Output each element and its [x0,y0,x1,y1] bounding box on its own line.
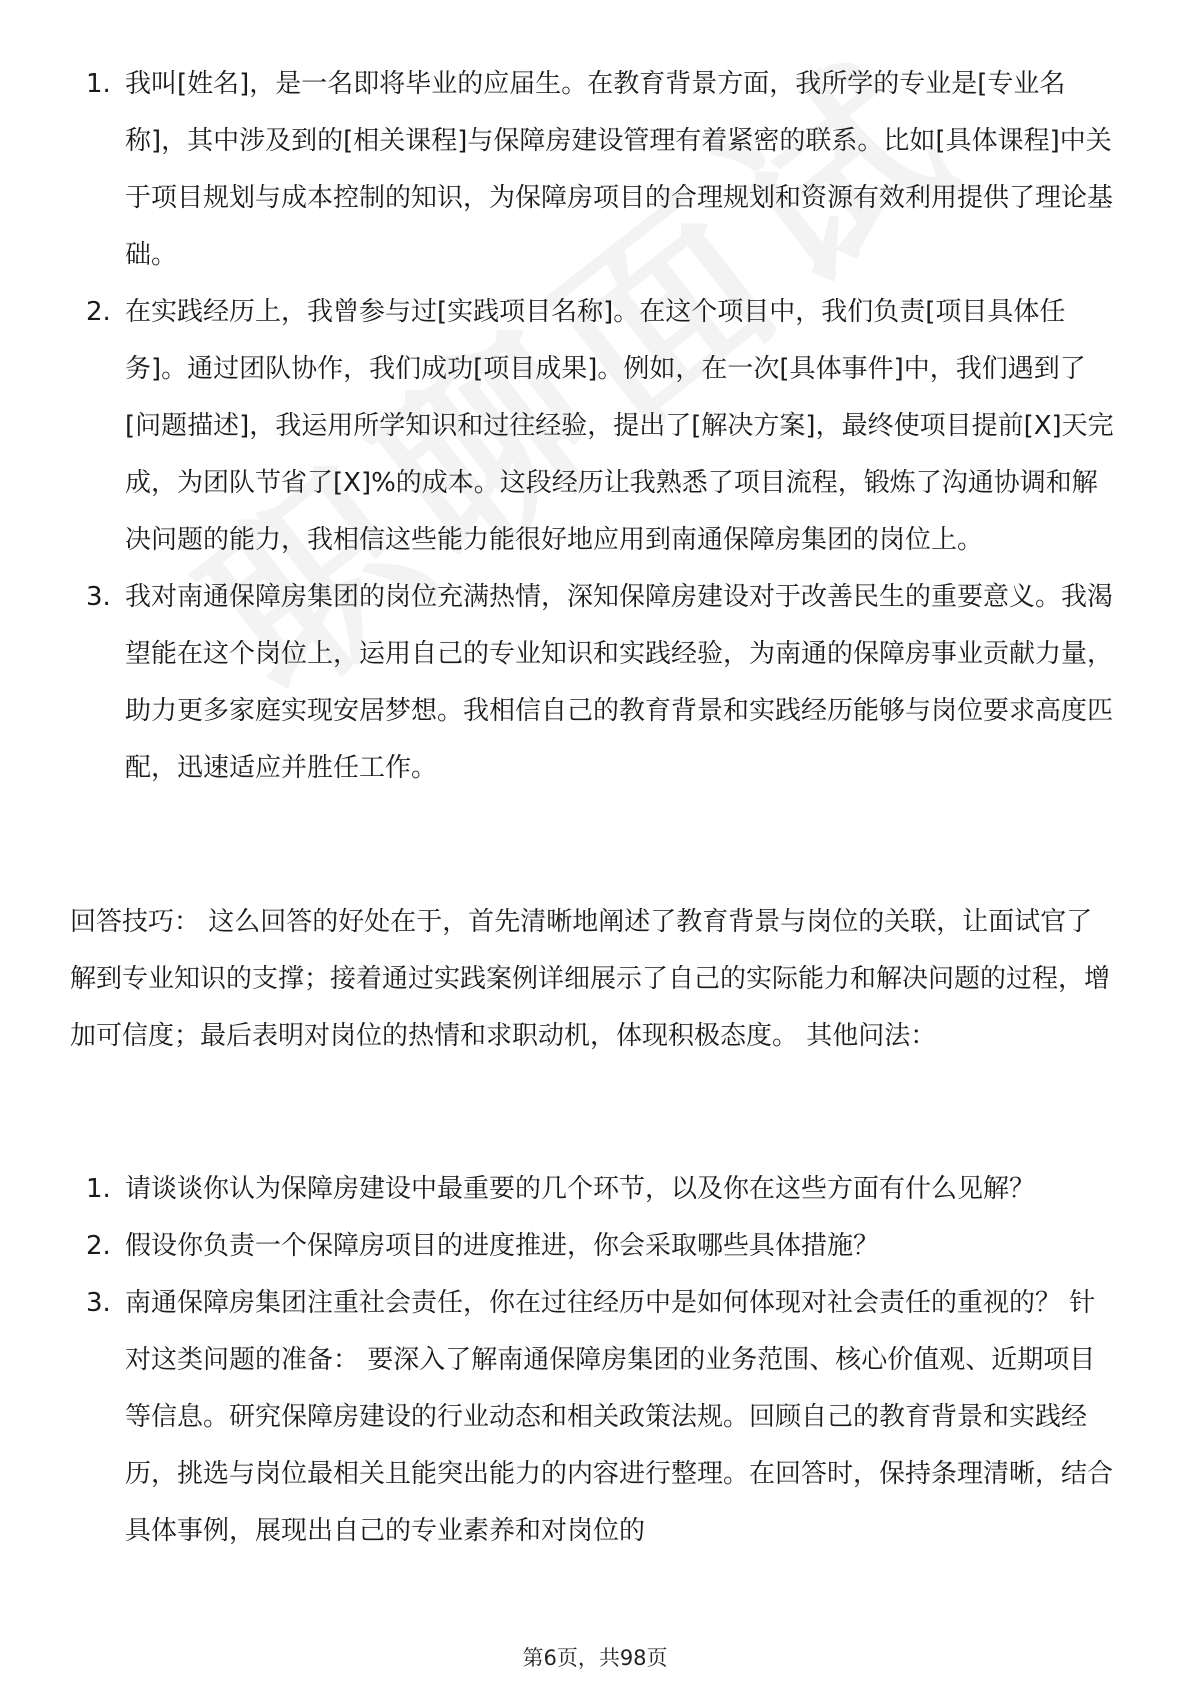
list-item-text: 南通保障房集团注重社会责任，你在过往经历中是如何体现对社会责任的重视的？ 针对这类问题的准备： 要深入了解南通保障房集团的业务范围、核心价值观、近期项目等信息。研究保障房建设的行业动态和相关政策法规。回顾自己的教育背景和实践经历，挑选与岗位最相关且能突出能力的内容进行整理。在回答时，保持条理清晰，结合具体事例，展现出自己的专业素养和对岗位的 [125,1288,1114,1546]
list-item-text: 在实践经历上，我曾参与过[实践项目名称]。在这个项目中，我们负责[项目具体任务]。通过团队协作，我们成功[项目成果]。例如，在一次[具体事件]中，我们遇到了[问题描述]，我运用所学知识和过往经验，提出了[解决方案]，最终使项目提前[X]天完成，为团队节省了[X]%的成本。这段经历让我熟悉了项目流程，锻炼了沟通协调和解决问题的能力，我相信这些能力能很好地应用到南通保障房集团的岗位上。 [125,297,1114,555]
list-item-number: 1. [86,69,111,99]
other-questions-list [0,1161,1190,1560]
list-item-text: 假设你负责一个保障房项目的进度推进，你会采取哪些具体措施？ [125,1231,880,1261]
list-item-number: 1. [86,1174,111,1204]
answer-list [0,56,1190,797]
list-item-text: 我叫[姓名]，是一名即将毕业的应届生。在教育背景方面，我所学的专业是[专业名称]，其中涉及到的[相关课程]与保障房建设管理有着紧密的联系。比如[具体课程]中关于项目规划与成本控制的知识，为保障房项目的合理规划和资源有效利用提供了理论基础。 [125,69,1114,270]
list-item [0,1161,1190,1218]
list-item-number: 2. [86,1231,111,1261]
list-item [0,569,1190,797]
list-item [0,284,1190,569]
list-item-number: 3. [86,582,111,612]
list-item [0,1218,1190,1275]
list-item-number: 2. [86,297,111,327]
answer-tips-paragraph: 回答技巧： 这么回答的好处在于，首先清晰地阐述了教育背景与岗位的关联，让面试官了解到专业知识的支撑；接着通过实践案例详细展示了自己的实际能力和解决问题的过程，增加可信度；最后表明对岗位的热情和求职动机，体现积极态度。 其他问法： [70,907,1111,1051]
list-item [0,56,1190,284]
list-item-number: 3. [86,1288,111,1318]
list-item [0,1275,1190,1560]
list-item-text: 请谈谈你认为保障房建设中最重要的几个环节，以及你在这些方面有什么见解？ [125,1174,1036,1204]
list-item-text: 我对南通保障房集团的岗位充满热情，深知保障房建设对于改善民生的重要意义。我渴望能在这个岗位上，运用自己的专业知识和实践经验，为南通的保障房事业贡献力量，助力更多家庭实现安居梦想。我相信自己的教育背景和实践经历能够与岗位要求高度匹配，迅速适应并胜任工作。 [125,582,1114,783]
page-number-footer: 第6页，共98页 [522,1646,668,1670]
